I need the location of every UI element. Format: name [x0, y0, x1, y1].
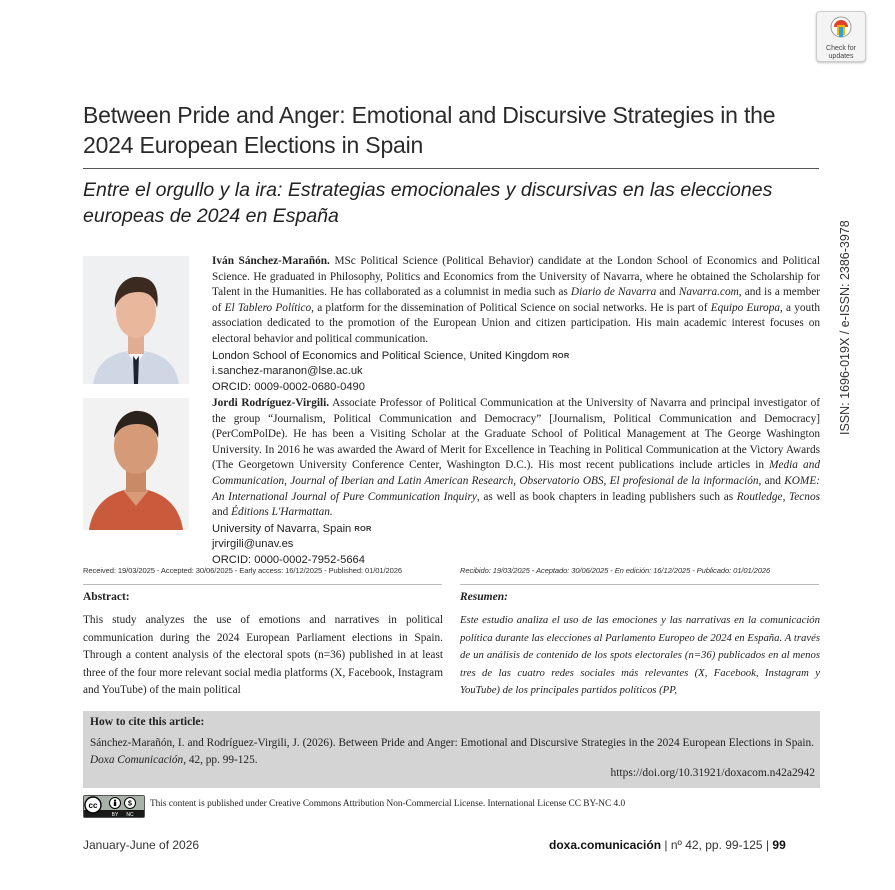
issn-label: ISSN: 1696-019X / e-ISSN: 2386-3978	[838, 220, 852, 435]
author-orcid[interactable]: ORCID: 0009-0002-0680-0490	[212, 380, 365, 393]
author-email[interactable]: jrvirgili@unav.es	[212, 538, 294, 551]
svg-text:$: $	[128, 800, 132, 808]
resumen-heading: Resumen:	[460, 591, 508, 603]
doi-link[interactable]: https://doi.org/10.31921/doxacom.n42a2942	[610, 767, 815, 779]
publication-dates-spanish: Recibido: 19/03/2025 - Aceptado: 30/06/2025 - En edición: 16/12/2025 - Publicado: 01/01/2026	[460, 566, 771, 575]
svg-text:NC: NC	[126, 812, 134, 817]
author-photo-sanchez	[83, 256, 189, 384]
resumen-divider	[460, 584, 819, 585]
ror-icon[interactable]: ROR	[354, 523, 372, 533]
svg-text:BY: BY	[111, 812, 119, 817]
ror-icon[interactable]: ROR	[552, 350, 570, 360]
author-affiliation: London School of Economics and Political Science, United Kingdom ROR	[212, 349, 570, 362]
author-orcid[interactable]: ORCID: 0000-0002-7952-5664	[212, 553, 365, 566]
check-for-updates-label: Check for updates	[826, 45, 856, 60]
author-affiliation: University of Navarra, Spain ROR	[212, 522, 372, 535]
abstract-heading: Abstract:	[83, 591, 130, 603]
author-name: Iván Sánchez-Marañón.	[212, 255, 330, 267]
author-name: Jordi Rodríguez-Virgili.	[212, 397, 330, 409]
author-bio-sanchez: Iván Sánchez-Marañón. MSc Political Science (Political Behavior) candidate at the London School of Economics and Political Science. He graduated in Philosophy, Politics and Economics from the University of Navarra, where he obtained the Scholarship for Talent in the Humanities. He has collaborated as a columnist in media such as Diario de Navarra and Navarra.com, and is a member of El Tablero Político, a platform for the dissemination of Political Science on social networks. He is part of Equipo Europa, a youth association dedicated to the promotion of the European Union and citizen participation. His main academic interest focuses on electoral behavior and political communication. London School of Economics and Political Science, United Kingdom ROR i.sanchez-maranon@lse.ac.uk ORCID: 0009-0002-0680-0490	[212, 254, 820, 395]
author-photo-rodriguez	[83, 398, 189, 530]
footer-issue-date: January-June of 2026	[83, 838, 200, 852]
crossmark-icon	[830, 16, 852, 40]
article-title: Between Pride and Anger: Emotional and Discursive Strategies in the 2024 European Elections in Spain	[83, 102, 776, 158]
page-number: 99	[772, 838, 786, 852]
footer-journal-info: doxa.comunicación | nº 42, pp. 99-125 | 99	[549, 838, 786, 852]
svg-text:cc: cc	[88, 801, 98, 810]
cc-by-nc-badge[interactable]	[83, 795, 145, 818]
resumen-text: Este estudio analiza el uso de las emociones y las narrativas en la comunicación política durante las elecciones al Parlamento Europeo de 2024 en España. A través de un análisis de contenido de los spots electorales (n=36) publicados en al menos tres de las cuatro redes sociales más relevantes (X, Facebook, Instagram y YouTube) de los principales partidos políticos (PP,	[460, 614, 820, 697]
license-text: This content is published under Creative Commons Attribution Non-Commercial License. International License CC BY-NC 4.0	[150, 799, 626, 809]
abstract-divider	[83, 584, 442, 585]
citation-text: Sánchez-Marañón, I. and Rodríguez-Virgili, J. (2026). Between Pride and Anger: Emotional and Discursive Strategies in the 2024 European Elections in Spain. Doxa Comunicación, 42, pp. 99-125.	[90, 737, 814, 766]
article-title-spanish: Entre el orgullo y la ira: Estrategias emocionales y discursivas en las elecciones europeas de 2024 en España	[83, 179, 773, 227]
publication-dates: Received: 19/03/2025 - Accepted: 30/06/2025 - Early access: 16/12/2025 - Published: 01/01/2026	[83, 566, 403, 575]
check-for-updates-badge[interactable]	[816, 11, 866, 62]
title-divider	[83, 168, 819, 169]
author-email[interactable]: i.sanchez-maranon@lse.ac.uk	[212, 365, 363, 378]
citation-heading: How to cite this article:	[90, 716, 205, 728]
abstract-text: This study analyzes the use of emotions and narratives in political communication during the 2024 European Parliament elections in Spain. Through a content analysis of the electoral spots (n=36) published in at least three of the four more relevant social media platforms (X, Facebook, Instagram and YouTube) of the main political	[83, 614, 443, 697]
author-bio-rodriguez: Jordi Rodríguez-Virgili. Associate Professor of Political Communication at the University of Navarra and principal investigator of the group “Journalism, Political Communication and Democracy” [Journalism, Political Communication and Democracy] (PerComPolDe). He has been a Visiting Scholar at the Graduate School of Political Management at The George Washington University. In 2016 he was awarded the Award of Merit for Excellence in Teaching in Political Communication at the Victory Awards (The Georgetown University Conference Center, Washington D.C.). His most recent publications include articles in Media and Communication, Journal of Iberian and Latin American Research, Observatorio OBS, El profesional de la información, and KOME: An International Journal of Pure Communication Inquiry, as well as book chapters in leading publishers such as Routledge, Tecnos and Éditions L'Harmattan. University of Navarra, Spain ROR jrvirgili@unav.es ORCID: 0000-0002-7952-5664	[212, 396, 820, 568]
